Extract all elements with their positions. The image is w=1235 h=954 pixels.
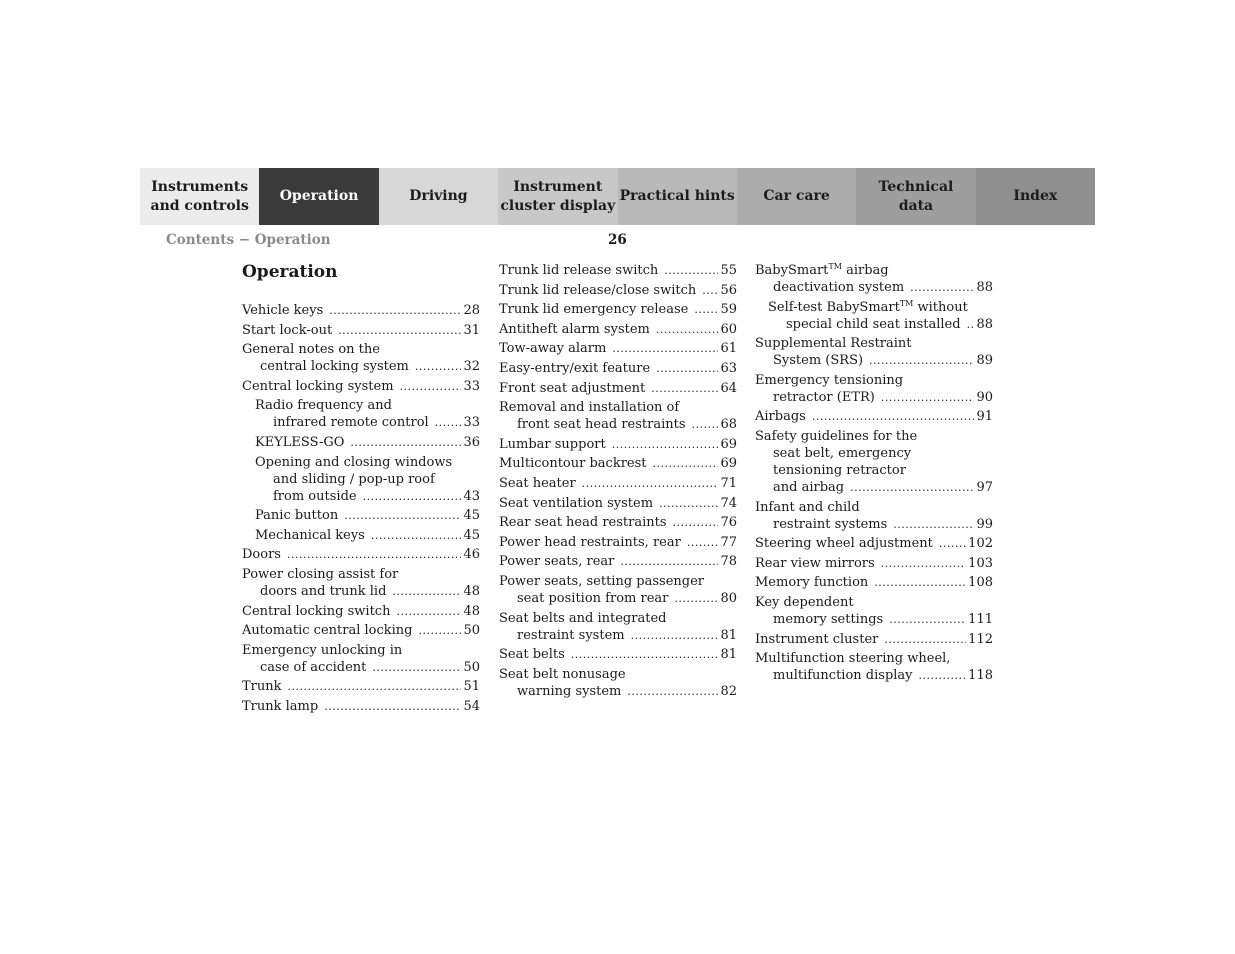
toc-entry-label: Removal and installation of xyxy=(499,400,680,416)
toc-entry-page[interactable]: 88 xyxy=(976,316,993,332)
toc-entry-label: Front seat adjustment xyxy=(499,380,646,396)
toc-entry[interactable] xyxy=(242,642,480,676)
toc-entry[interactable] xyxy=(242,507,480,524)
dot-leader xyxy=(372,659,461,676)
toc-entry[interactable] xyxy=(755,335,993,369)
toc-entry-label: infrared remote control xyxy=(273,415,429,431)
dot-leader xyxy=(582,475,719,492)
toc-entry[interactable] xyxy=(499,610,737,644)
dot-leader xyxy=(893,516,974,533)
toc-entry[interactable] xyxy=(242,341,480,375)
toc-entry[interactable] xyxy=(242,434,480,451)
toc-entry-label: memory settings xyxy=(773,611,884,627)
toc-entry-page[interactable]: 45 xyxy=(463,508,480,524)
toc-entry-page[interactable]: 99 xyxy=(976,516,993,532)
toc-entry-page[interactable]: 74 xyxy=(720,495,737,511)
toc-column-1 xyxy=(242,262,480,718)
toc-entry-label: Emergency unlocking in xyxy=(242,642,403,658)
toc-entry-label: Seat belt nonusage xyxy=(499,666,626,682)
toc-entry[interactable] xyxy=(755,631,993,648)
toc-entry-page[interactable]: 63 xyxy=(720,360,737,376)
toc-entry-label: General notes on the xyxy=(242,342,380,358)
toc-entry-label: KEYLESS-GO xyxy=(255,434,345,450)
toc-entry[interactable] xyxy=(499,666,737,700)
toc-entry[interactable] xyxy=(242,302,480,319)
toc-entry[interactable] xyxy=(755,408,993,425)
toc-entry[interactable] xyxy=(499,534,737,551)
dot-leader xyxy=(620,553,718,570)
dot-leader xyxy=(338,322,461,339)
toc-entry-label: and airbag xyxy=(773,479,845,495)
dot-leader xyxy=(287,546,461,563)
toc-entry-label: case of accident xyxy=(260,659,367,675)
toc-entry-label: Opening and closing windows xyxy=(255,454,453,470)
toc-entry-page[interactable]: 36 xyxy=(463,434,480,450)
toc-entry-label: Seat belts and integrated xyxy=(499,610,667,626)
dot-leader xyxy=(692,416,719,433)
dot-leader xyxy=(881,389,975,406)
toc-entry-label: restraint system xyxy=(517,627,625,643)
toc-entry-page[interactable]: 60 xyxy=(720,321,737,337)
toc-entry-label: Mechanical keys xyxy=(255,527,365,543)
tab-practical-hints[interactable]: Practical hints xyxy=(618,168,737,225)
toc-entry-label: Trunk xyxy=(242,679,282,695)
dot-leader xyxy=(889,611,966,628)
toc-entry[interactable] xyxy=(242,397,480,431)
toc-entry-page[interactable]: 33 xyxy=(463,378,480,394)
toc-entry-label: from outside xyxy=(273,488,357,504)
dot-leader xyxy=(329,302,461,319)
dot-leader xyxy=(694,301,718,318)
toc-entry-page[interactable]: 32 xyxy=(463,359,480,375)
toc-entry[interactable] xyxy=(242,378,480,395)
toc-entry-page[interactable]: 90 xyxy=(976,389,993,405)
toc-entry-label: Vehicle keys xyxy=(242,303,324,318)
toc-entry-page[interactable]: 88 xyxy=(976,280,993,295)
toc-entry-label: Trunk lid emergency release xyxy=(499,302,689,318)
toc-entry-label: Power seats, rear xyxy=(499,554,615,570)
toc-entry-page[interactable]: 61 xyxy=(720,341,737,357)
toc-entry-page[interactable]: 71 xyxy=(720,475,737,491)
toc-entry[interactable] xyxy=(242,546,480,563)
toc-entry[interactable] xyxy=(755,262,993,296)
toc-entry[interactable] xyxy=(755,299,993,333)
dot-leader xyxy=(702,282,718,299)
page-number: 26 xyxy=(608,232,627,248)
toc-entry-label: Steering wheel adjustment xyxy=(755,536,933,552)
dot-leader xyxy=(350,434,461,451)
dot-leader xyxy=(400,378,462,395)
dot-leader xyxy=(392,583,461,600)
toc-entry[interactable] xyxy=(499,340,737,357)
dot-leader xyxy=(874,574,966,591)
dot-leader xyxy=(664,262,718,279)
toc-entry-label: Seat heater xyxy=(499,475,576,491)
toc-entry-label: multifunction display xyxy=(773,668,913,684)
toc-entry[interactable] xyxy=(242,622,480,639)
toc-entry-page[interactable]: 33 xyxy=(463,415,480,431)
toc-entry-page[interactable]: 55 xyxy=(720,263,737,278)
toc-entry[interactable] xyxy=(499,380,737,397)
toc-entry-page[interactable]: 81 xyxy=(720,627,737,643)
toc-entry-label: Safety guidelines for the xyxy=(755,428,918,444)
dot-leader xyxy=(396,603,461,620)
toc-entry[interactable] xyxy=(755,535,993,552)
toc-entry-label: Tow-away alarm xyxy=(499,341,607,357)
dot-leader xyxy=(288,678,462,695)
toc-entry[interactable] xyxy=(499,321,737,338)
section-tabs xyxy=(140,168,1095,225)
dot-leader xyxy=(363,488,462,505)
toc-entry[interactable] xyxy=(499,495,737,512)
toc-entry-label: deactivation system xyxy=(773,280,905,295)
toc-entry[interactable] xyxy=(755,499,993,533)
toc-entry-page[interactable]: 97 xyxy=(976,479,993,495)
toc-entry-label: Central locking system xyxy=(242,378,394,394)
toc-entry-page[interactable]: 50 xyxy=(463,659,480,675)
toc-entry[interactable] xyxy=(242,454,480,505)
toc-entry[interactable] xyxy=(242,678,480,695)
dot-leader xyxy=(435,414,462,431)
dot-leader xyxy=(919,667,967,684)
toc-entry-page[interactable]: 51 xyxy=(463,679,480,695)
toc-entry-label: Memory function xyxy=(755,575,869,591)
toc-entry-page[interactable]: 31 xyxy=(463,322,480,338)
toc-entry-page[interactable]: 103 xyxy=(968,555,993,571)
toc-entry-label: retractor (ETR) xyxy=(773,389,875,405)
toc-entry-label: Rear seat head restraints xyxy=(499,515,667,531)
toc-entry-label: Automatic central locking xyxy=(242,623,413,639)
toc-entry-label: restraint systems xyxy=(773,516,888,532)
toc-entry-label: Power head restraints, rear xyxy=(499,534,681,550)
dot-leader xyxy=(659,495,718,512)
tab-technical-data[interactable]: Technical data xyxy=(856,168,975,225)
dot-leader xyxy=(687,534,719,551)
toc-entry[interactable] xyxy=(755,650,993,684)
toc-entry-label: Seat ventilation system xyxy=(499,495,654,511)
toc-entry-label: Power closing assist for xyxy=(242,566,399,582)
toc-entry-label: Emergency tensioning xyxy=(755,372,904,388)
toc-entry-label: System (SRS) xyxy=(773,353,864,369)
toc-entry-label: Key dependent xyxy=(755,594,854,610)
toc-entry-label: Panic button xyxy=(255,508,339,524)
toc-entry-page[interactable]: 91 xyxy=(976,409,993,425)
toc-entry-page[interactable]: 81 xyxy=(720,647,737,663)
toc-entry[interactable] xyxy=(499,282,737,299)
toc-entry[interactable] xyxy=(755,574,993,591)
section-heading: Operation xyxy=(242,262,338,282)
dot-leader xyxy=(344,507,461,524)
toc-entry-label: Central locking switch xyxy=(242,603,391,619)
toc-entry-page[interactable]: 69 xyxy=(720,436,737,452)
toc-entry-label: Instrument cluster xyxy=(755,631,879,647)
dot-leader xyxy=(850,479,974,496)
toc-entry-label: central locking system xyxy=(260,359,409,375)
toc-entry[interactable] xyxy=(499,514,737,531)
toc-entry-label: BabySmart™ airbag xyxy=(755,262,889,278)
toc-entry-page[interactable]: 108 xyxy=(968,575,993,591)
toc-entry-label: Infant and child xyxy=(755,499,860,515)
toc-entry-label: Trunk lamp xyxy=(242,698,319,714)
toc-entry[interactable] xyxy=(499,455,737,472)
dot-leader xyxy=(415,358,462,375)
tab-instrument-cluster-display[interactable]: Instrument cluster display xyxy=(498,168,617,225)
dot-leader xyxy=(631,627,719,644)
toc-entry-label: Trunk lid release/close switch xyxy=(499,282,697,298)
toc-entry-label: Rear view mirrors xyxy=(755,555,875,571)
toc-entry-page[interactable]: 54 xyxy=(463,698,480,714)
toc-entry-label: and sliding / pop-up roof xyxy=(273,471,435,487)
toc-entry-label: tensioning retractor xyxy=(773,462,906,478)
dot-leader xyxy=(881,555,967,572)
toc-entry-label: Multicontour backrest xyxy=(499,456,647,472)
toc-entry-page[interactable]: 56 xyxy=(720,282,737,298)
toc-entry-label: warning system xyxy=(517,683,622,699)
toc-entry-page[interactable]: 45 xyxy=(463,527,480,543)
toc-entry[interactable] xyxy=(499,262,737,279)
toc-entry-label: Seat belts xyxy=(499,647,565,663)
dot-leader xyxy=(612,340,718,357)
toc-entry-page[interactable]: 77 xyxy=(720,534,737,550)
toc-entry-page[interactable]: 68 xyxy=(720,417,737,433)
toc-entry[interactable] xyxy=(499,301,737,318)
toc-entry-label: Self-test BabySmart™ without xyxy=(768,298,968,315)
dot-leader xyxy=(627,683,718,700)
toc-entry[interactable] xyxy=(499,360,737,377)
toc-entry-page[interactable]: 48 xyxy=(463,583,480,599)
toc-entry[interactable] xyxy=(755,555,993,572)
tab-driving[interactable]: Driving xyxy=(379,168,498,225)
toc-entry-page[interactable]: 43 xyxy=(463,488,480,504)
toc-entry-page[interactable]: 76 xyxy=(720,515,737,531)
toc-entry[interactable] xyxy=(499,573,737,607)
toc-entry-page[interactable]: 78 xyxy=(720,554,737,570)
toc-entry-label: Easy-entry/exit feature xyxy=(499,360,651,376)
toc-entry-page[interactable]: 46 xyxy=(463,547,480,563)
tab-car-care[interactable]: Car care xyxy=(737,168,856,225)
toc-entry-label: Power seats, setting passenger xyxy=(499,573,704,589)
dot-leader xyxy=(674,590,718,607)
toc-entry[interactable] xyxy=(755,372,993,406)
toc-entry-page[interactable]: 69 xyxy=(720,456,737,472)
dot-leader xyxy=(869,352,974,369)
toc-entry-label: Trunk lid release switch xyxy=(499,263,659,278)
breadcrumb: Contents − Operation xyxy=(166,232,331,248)
toc-entry[interactable] xyxy=(499,646,737,663)
toc-entry-label: doors and trunk lid xyxy=(260,583,387,599)
dot-leader xyxy=(656,360,718,377)
toc-entry-label: Doors xyxy=(242,547,281,563)
toc-entry-label: seat position from rear xyxy=(517,590,669,606)
dot-leader xyxy=(812,408,975,425)
toc-entry[interactable] xyxy=(242,322,480,339)
toc-entry-label: Antitheft alarm system xyxy=(499,321,650,337)
dot-leader xyxy=(884,631,966,648)
toc-entry-label: Start lock-out xyxy=(242,322,333,338)
toc-entry-page[interactable]: 59 xyxy=(720,302,737,318)
toc-entry-page[interactable]: 89 xyxy=(976,353,993,369)
toc-entry[interactable] xyxy=(499,553,737,570)
toc-entry-page[interactable]: 64 xyxy=(720,380,737,396)
toc-entry-page[interactable]: 80 xyxy=(720,590,737,606)
dot-leader xyxy=(939,535,966,552)
toc-column-3 xyxy=(755,262,993,687)
toc-entry[interactable] xyxy=(755,428,993,496)
toc-entry[interactable] xyxy=(499,475,737,492)
toc-entry-label: special child seat installed xyxy=(786,316,961,332)
toc-entry-label: Radio frequency and xyxy=(255,398,392,414)
dot-leader xyxy=(419,622,462,639)
toc-entry-page[interactable]: 28 xyxy=(463,303,480,318)
toc-entry-page[interactable]: 48 xyxy=(463,603,480,619)
toc-entry-page[interactable]: 82 xyxy=(720,683,737,699)
dot-leader xyxy=(673,514,719,531)
dot-leader xyxy=(324,698,461,715)
toc-entry-label: Airbags xyxy=(755,409,806,425)
dot-leader xyxy=(656,321,719,338)
toc-entry-label: Supplemental Restraint xyxy=(755,336,912,352)
dot-leader xyxy=(651,380,718,397)
toc-entry-page[interactable]: 50 xyxy=(463,623,480,639)
toc-entry[interactable] xyxy=(242,603,480,620)
toc-column-2 xyxy=(499,262,737,702)
dot-leader xyxy=(571,646,719,663)
toc-entry[interactable] xyxy=(499,399,737,433)
toc-entry-label: Multifunction steering wheel, xyxy=(755,651,951,667)
tab-instruments-and-controls[interactable]: Instruments and controls xyxy=(140,168,259,225)
dot-leader xyxy=(967,316,975,333)
toc-entry-page[interactable]: 111 xyxy=(968,611,993,627)
toc-entry-label: Lumbar support xyxy=(499,436,606,452)
tab-index[interactable]: Index xyxy=(976,168,1095,225)
dot-leader xyxy=(612,436,719,453)
dot-leader xyxy=(910,279,974,296)
tab-operation[interactable]: Operation xyxy=(259,168,378,225)
toc-entry[interactable] xyxy=(499,436,737,453)
dot-leader xyxy=(653,455,719,472)
dot-leader xyxy=(371,527,462,544)
toc-entry-page[interactable]: 118 xyxy=(968,668,993,684)
toc-entry-page[interactable]: 112 xyxy=(968,631,993,647)
toc-entry-label: seat belt, emergency xyxy=(773,445,912,461)
toc-entry-page[interactable]: 102 xyxy=(968,536,993,552)
toc-entry[interactable] xyxy=(755,594,993,628)
toc-entry[interactable] xyxy=(242,527,480,544)
toc-entry-label: front seat head restraints xyxy=(517,417,686,433)
toc-entry[interactable] xyxy=(242,698,480,715)
toc-entry[interactable] xyxy=(242,566,480,600)
